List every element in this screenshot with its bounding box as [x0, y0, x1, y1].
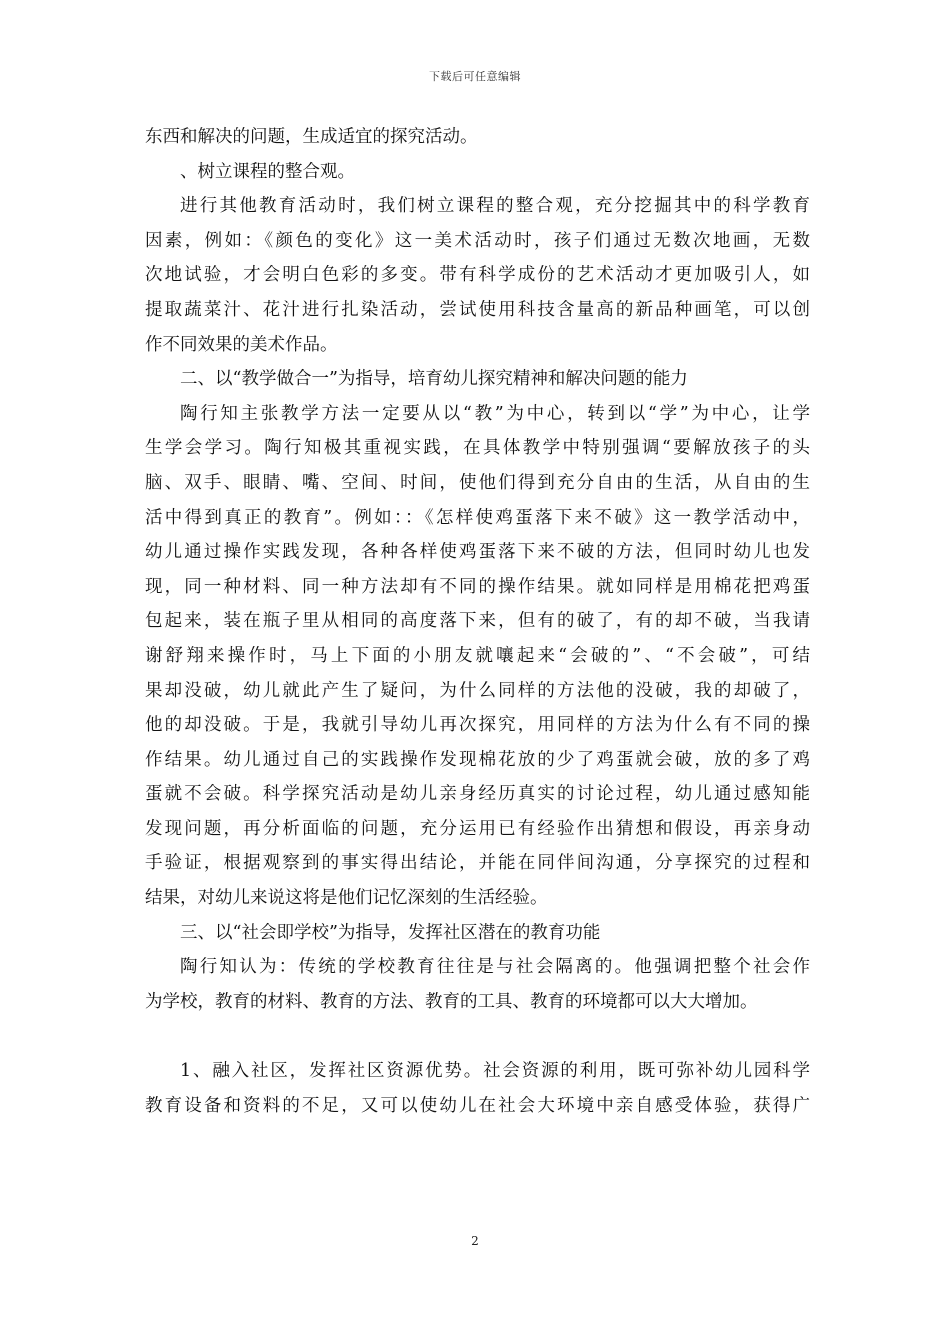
text-line: 东西和解决的问题，生成适宜的探究活动。: [145, 127, 478, 147]
text-line: 1、融入社区，发挥社区资源优势。社会资源的利用，既可弥补幼儿园科学: [180, 1061, 810, 1082]
text-line: 因素，例如：《颜色的变化》这一美术活动时，孩子们通过无数次地画，无数: [145, 230, 810, 251]
text-line: 蛋就不会破。科学探究活动是幼儿亲身经历真实的讨论过程，幼儿通过感知能: [145, 784, 810, 805]
text-line: 手验证，根据观察到的事实得出结论，并能在同伴间沟通，分享探究的过程和: [145, 853, 810, 874]
text-line: 作结果。幼儿通过自己的实践操作发现棉花放的少了鸡蛋就会破，放的多了鸡: [145, 749, 810, 770]
text-line: 谢舒翔来操作时，马上下面的小朋友就嚷起来“会破的”、“不会破”，可结: [145, 645, 810, 666]
text-line: 教育设备和资料的不足，又可以使幼儿在社会大环境中亲自感受体验，获得广: [145, 1095, 810, 1116]
section-heading: 二、以“教学做合一”为指导，培育幼儿探究精神和解决问题的能力: [180, 369, 688, 390]
text-line: 次地试验，才会明白色彩的多变。带有科学成份的艺术活动才更加吸引人，如: [145, 265, 810, 286]
text-line: 生学会学习。陶行知极其重视实践，在具体教学中特别强调“要解放孩子的头: [145, 438, 810, 459]
text-line: 果却没破，幼儿就此产生了疑问，为什么同样的方法他的没破，我的却破了，: [145, 680, 810, 701]
paragraph-gap: [145, 1019, 810, 1054]
text-line: 结果，对幼儿来说这将是他们记忆深刻的生活经验。: [145, 888, 548, 909]
text-line: 进行其他教育活动时，我们树立课程的整合观，充分挖掘其中的科学教育: [180, 196, 810, 217]
text-line: 陶行知认为：传统的学校教育往往是与社会隔离的。他强调把整个社会作: [180, 957, 810, 978]
text-line: 发现问题，再分析面临的问题，充分运用已有经验作出猜想和假设，再亲身动: [145, 818, 810, 839]
text-line: 为学校，教育的材料、教育的方法、教育的工具、教育的环境都可以大大增加。: [145, 991, 758, 1012]
text-line: 现，同一种材料、同一种方法却有不同的操作结果。就如同样是用棉花把鸡蛋: [145, 576, 810, 597]
section-heading: 三、以“社会即学校”为指导，发挥社区潜在的教育功能: [180, 922, 601, 943]
section-heading: 、树立课程的整合观。: [180, 161, 355, 182]
text-line: 他的却没破。于是，我就引导幼儿再次探究，用同样的方法为什么有不同的操: [145, 715, 810, 736]
text-line: 脑、双手、眼睛、嘴、空间、时间，使他们得到充分自由的生活，从自由的生: [145, 472, 810, 493]
text-line: 作不同效果的美术作品。: [145, 334, 338, 355]
document-body: [145, 120, 810, 1123]
page-header: 下载后可任意编辑: [429, 70, 521, 83]
text-line: 陶行知主张教学方法一定要从以“教”为中心，转到以“学”为中心，让学: [180, 403, 810, 424]
text-line: 提取蔬菜汁、花汁进行扎染活动，尝试使用科技含量高的新品种画笔，可以创: [145, 299, 810, 320]
page-number: 2: [471, 1234, 479, 1248]
text-line: 幼儿通过操作实践发现，各种各样使鸡蛋落下来不破的方法，但同时幼儿也发: [145, 542, 810, 563]
text-line: 活中得到真正的教育”。例如：：《怎样使鸡蛋落下来不破》这一教学活动中，: [145, 507, 810, 528]
text-line: 包起来，装在瓶子里从相同的高度落下来，但有的破了，有的却不破，当我请: [145, 611, 810, 632]
